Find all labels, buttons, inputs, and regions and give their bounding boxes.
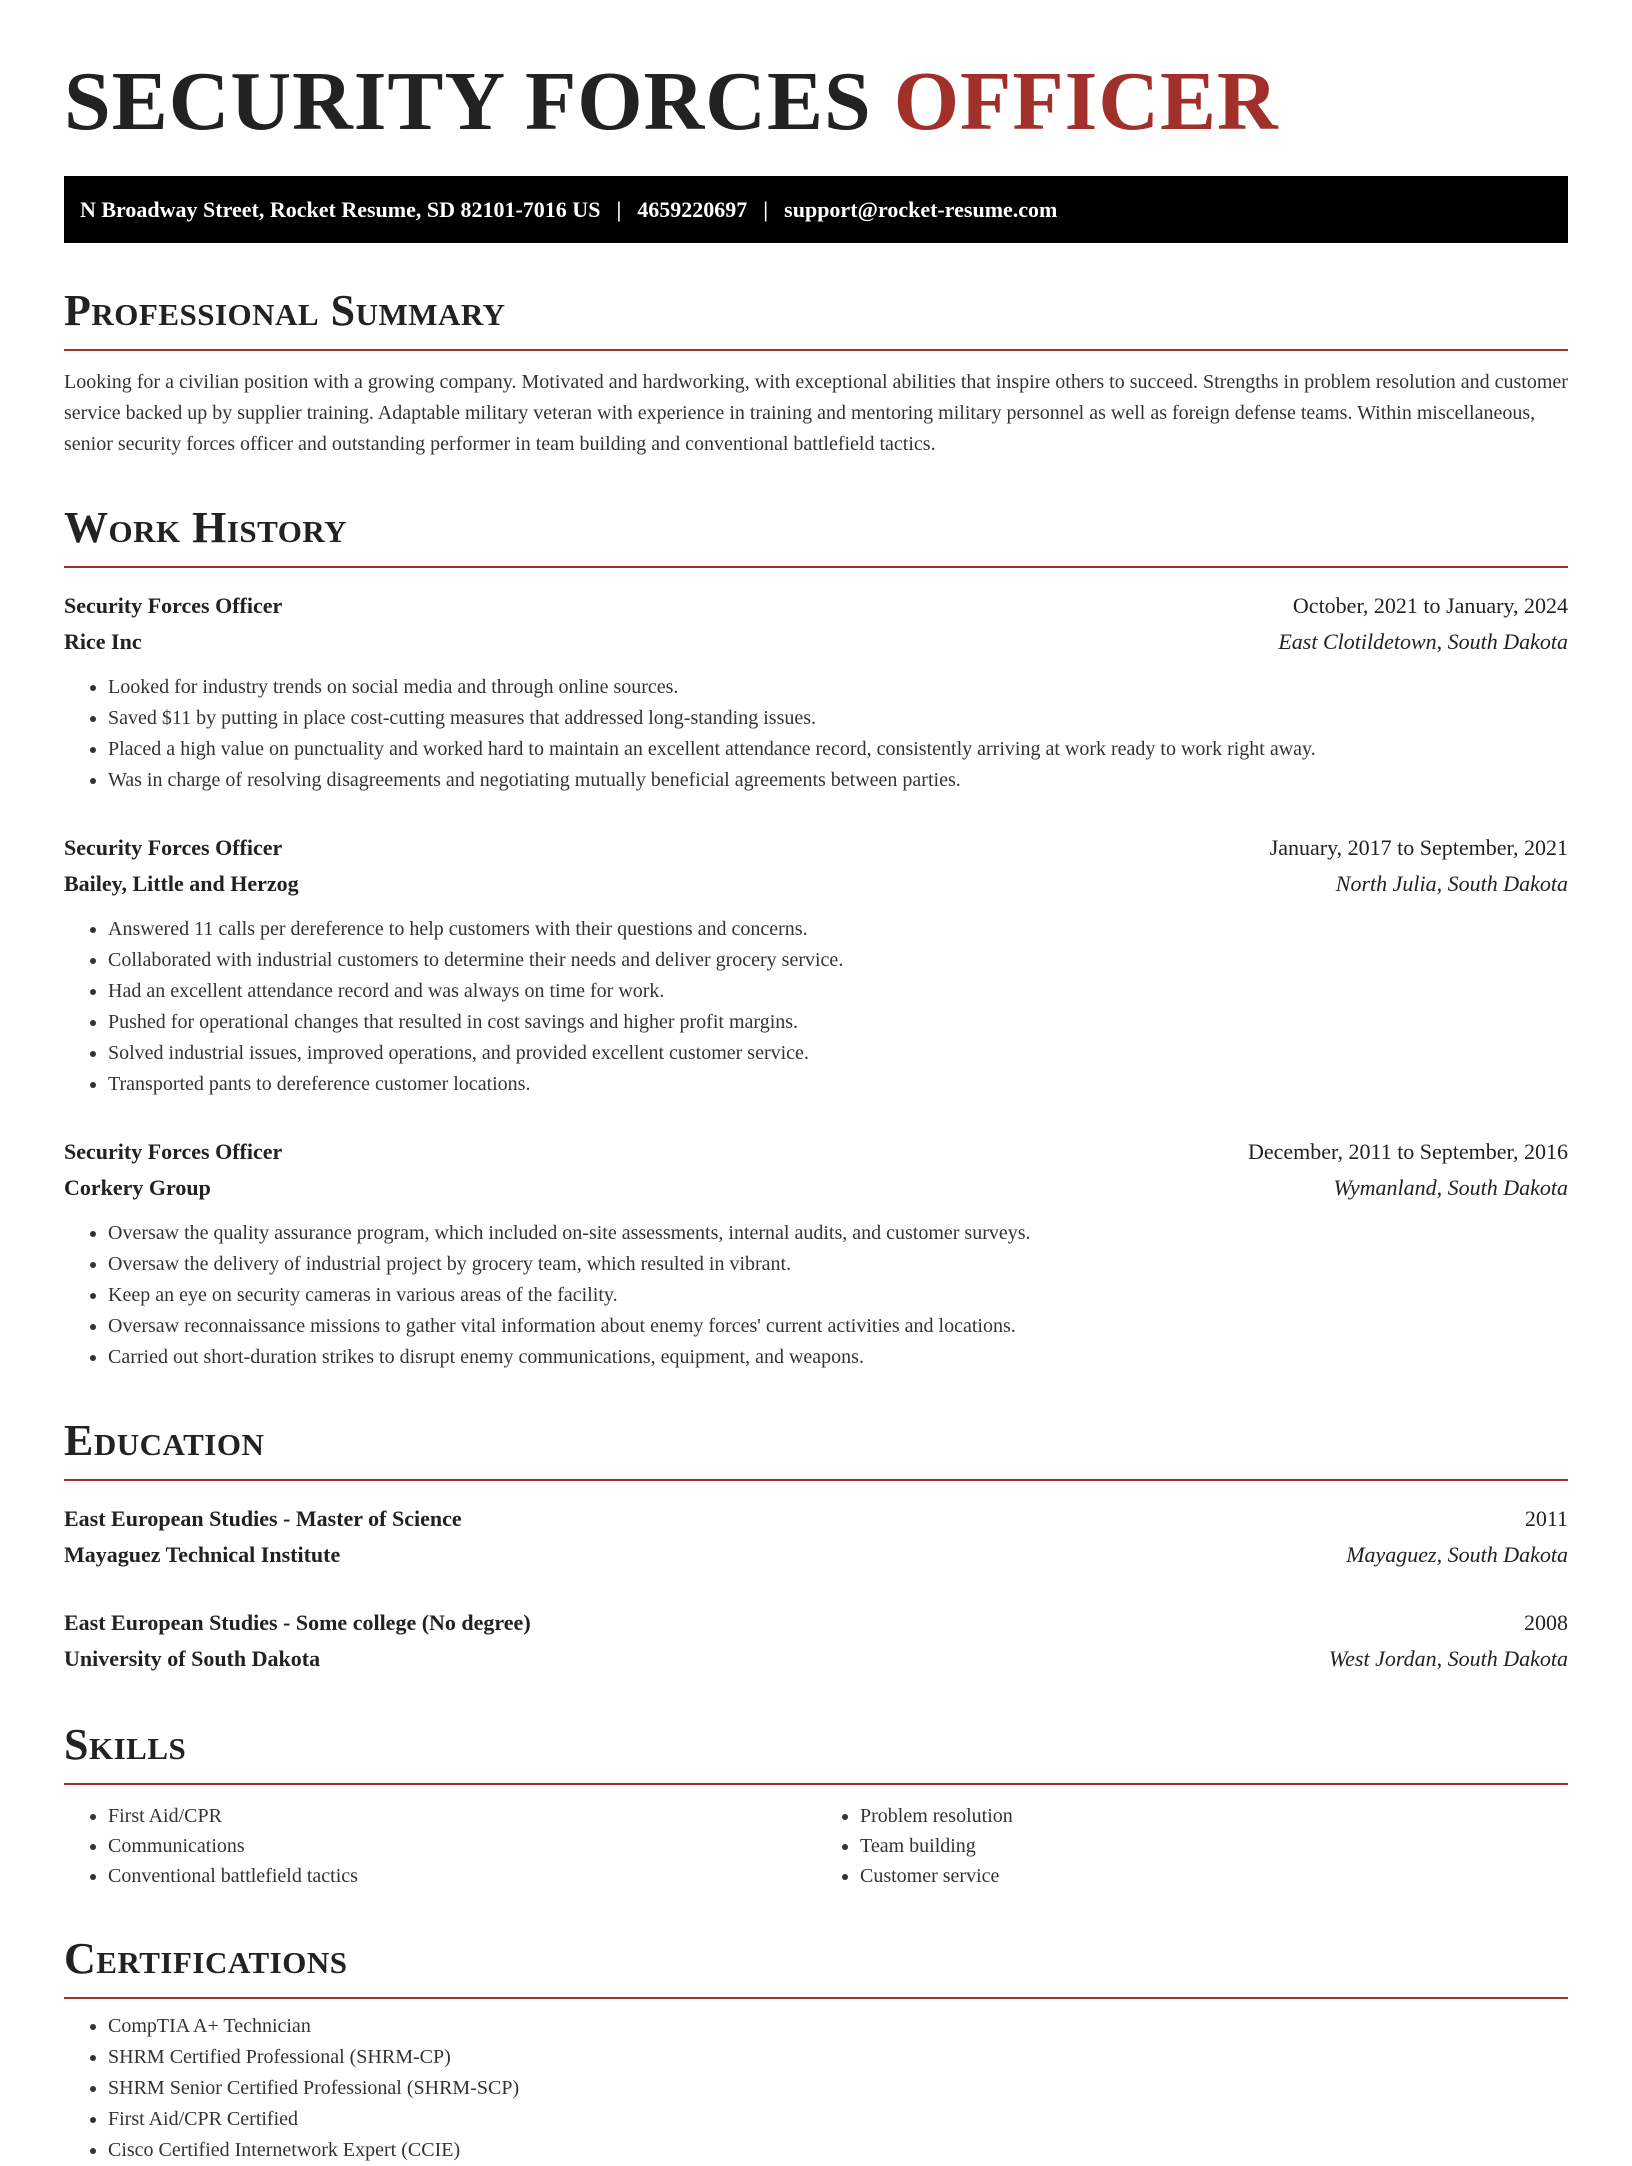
job-dates: December, 2011 to September, 2016	[1248, 1139, 1568, 1164]
job-entry	[64, 1134, 1568, 1373]
job-bullet: • Collaborated with industrial customers to determine their needs and deliver grocery service.	[108, 945, 1568, 976]
education-section	[64, 1417, 1568, 1677]
contact-separator: |	[616, 196, 622, 222]
skills-list-right	[816, 1801, 1568, 1891]
job-bullet: • Had an excellent attendance record and was always on time for work.	[108, 976, 1568, 1007]
contact-phone: 4659220697	[637, 196, 748, 222]
education-year: 2011	[1524, 1506, 1568, 1531]
education-entry	[64, 1501, 1568, 1573]
job-bullet: • Oversaw reconnaissance missions to gather vital information about enemy forces' current activities and locations.	[108, 1311, 1568, 1342]
education-degree: East European Studies - Some college (No degree)	[64, 1610, 531, 1635]
certification-item: • SHRM Senior Certified Professional (SHRM-SCP)	[108, 2073, 1568, 2104]
section-title-certifications: Certifications	[64, 1935, 1568, 1999]
job-company: Bailey, Little and Herzog	[64, 871, 299, 896]
section-title-work-history: Work History	[64, 504, 1568, 568]
job-bullet: • Looked for industry trends on social media and through online sources.	[108, 672, 1568, 703]
job-bullet: • Was in charge of resolving disagreements and negotiating mutually beneficial agreements between parties.	[108, 765, 1568, 796]
job-company: Corkery Group	[64, 1175, 211, 1200]
contact-address: N Broadway Street, Rocket Resume, SD 82101-7016 US	[80, 196, 601, 222]
education-location: West Jordan, South Dakota	[1328, 1646, 1568, 1671]
contact-email[interactable]: support@rocket-resume.com	[784, 196, 1058, 222]
contact-bar	[64, 176, 1568, 243]
job-bullet: • Placed a high value on punctuality and worked hard to maintain an excellent attendance record, consistently arriving at work ready to work right away.	[108, 734, 1568, 765]
job-bullet: • Carried out short-duration strikes to disrupt enemy communications, equipment, and weapons.	[108, 1342, 1568, 1373]
section-title-education: Education	[64, 1417, 1568, 1481]
job-bullet: • Oversaw the quality assurance program, which included on-site assessments, internal audits, and customer surveys.	[108, 1218, 1568, 1249]
job-bullet: • Answered 11 calls per dereference to help customers with their questions and concerns.	[108, 914, 1568, 945]
skill-item: • Problem resolution	[860, 1801, 1568, 1831]
section-title-summary: Professional Summary	[64, 287, 1568, 351]
job-bullet: • Saved $11 by putting in place cost-cutting measures that addressed long-standing issues.	[108, 703, 1568, 734]
skill-item: • First Aid/CPR	[108, 1801, 816, 1831]
job-bullet: • Pushed for operational changes that resulted in cost savings and higher profit margins.	[108, 1007, 1568, 1038]
education-school: Mayaguez Technical Institute	[64, 1542, 341, 1567]
skill-item: • Team building	[860, 1831, 1568, 1861]
job-bullet: • Keep an eye on security cameras in various areas of the facility.	[108, 1280, 1568, 1311]
job-company: Rice Inc	[64, 629, 142, 654]
skills-section	[64, 1721, 1568, 1891]
job-bullet: • Transported pants to dereference customer locations.	[108, 1069, 1568, 1100]
job-dates: October, 2021 to January, 2024	[1292, 593, 1568, 618]
job-role: Security Forces Officer	[64, 835, 283, 860]
job-location: North Julia, South Dakota	[1335, 871, 1568, 896]
contact-separator: |	[763, 196, 769, 222]
title-main: SECURITY FORCES	[64, 55, 872, 148]
job-entry	[64, 830, 1568, 1100]
summary-text: Looking for a civilian position with a growing company. Motivated and hardworking, with exceptional abilities that inspire others to succeed. Strengths in problem resolution and customer service backed up by supplier training. Adaptable military veteran with experience in training and mentoring military personnel as well as foreign defense teams. Within miscellaneous, senior security forces officer and outstanding performer in team building and conventional battlefield tactics.	[64, 371, 1568, 455]
education-entry	[64, 1605, 1568, 1677]
summary-section	[64, 287, 1568, 460]
education-location: Mayaguez, South Dakota	[1346, 1542, 1568, 1567]
job-bullets	[64, 1218, 1568, 1373]
job-location: Wymanland, South Dakota	[1333, 1175, 1568, 1200]
certifications-list	[64, 2011, 1568, 2166]
skill-item: • Communications	[108, 1831, 816, 1861]
education-year: 2008	[1524, 1610, 1568, 1635]
job-bullets	[64, 672, 1568, 796]
certification-item: • Cisco Certified Internetwork Expert (CCIE)	[108, 2135, 1568, 2166]
title-accent: OFFICER	[893, 55, 1279, 148]
job-bullet: • Oversaw the delivery of industrial project by grocery team, which resulted in vibrant.	[108, 1249, 1568, 1280]
certification-item: • SHRM Certified Professional (SHRM-CP)	[108, 2042, 1568, 2073]
job-location: East Clotildetown, South Dakota	[1278, 629, 1568, 654]
job-role: Security Forces Officer	[64, 1139, 283, 1164]
certifications-section	[64, 1935, 1568, 2166]
certification-item: • First Aid/CPR Certified	[108, 2104, 1568, 2135]
skill-item: • Customer service	[860, 1861, 1568, 1891]
skills-list-left	[64, 1801, 816, 1891]
skill-item: • Conventional battlefield tactics	[108, 1861, 816, 1891]
job-bullet: • Solved industrial issues, improved operations, and provided excellent customer service.	[108, 1038, 1568, 1069]
job-dates: January, 2017 to September, 2021	[1269, 835, 1568, 860]
skills-columns	[64, 1801, 1568, 1891]
job-bullets	[64, 914, 1568, 1100]
section-title-skills: Skills	[64, 1721, 1568, 1785]
job-entry	[64, 588, 1568, 796]
education-school: University of South Dakota	[64, 1646, 321, 1671]
job-role: Security Forces Officer	[64, 593, 283, 618]
work-history-section	[64, 504, 1568, 1373]
certification-item: • CompTIA A+ Technician	[108, 2011, 1568, 2042]
education-degree: East European Studies - Master of Science	[64, 1506, 462, 1531]
resume-title	[64, 56, 1568, 148]
